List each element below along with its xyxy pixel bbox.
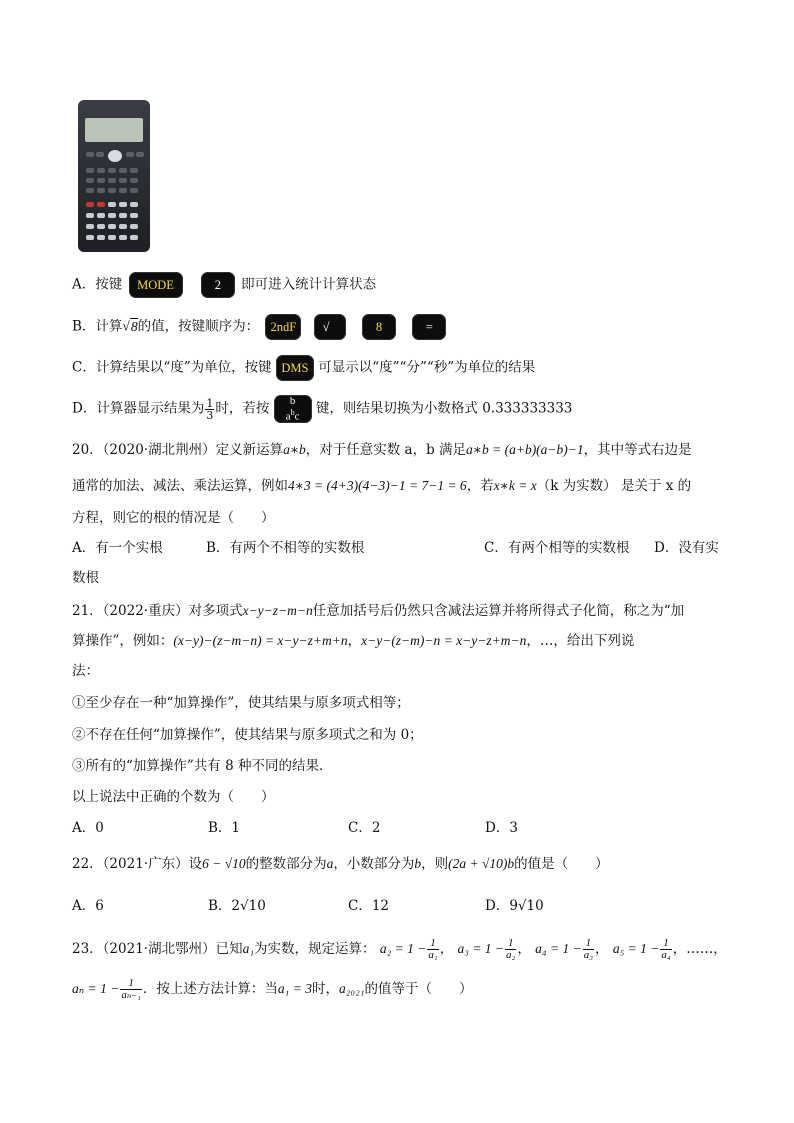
option-d xyxy=(72,395,572,423)
q21-choice-c: C．2 xyxy=(348,820,381,836)
q22-choices xyxy=(72,896,672,916)
q20-choice-b: B．有两个不相等的实数根 xyxy=(206,540,365,556)
q22-choice-a: A．6 xyxy=(72,898,104,914)
equals-key: = xyxy=(412,314,446,340)
option-b-text: B．计算 xyxy=(72,318,123,335)
q21-choice-b: B．1 xyxy=(208,820,241,836)
q21-line-3: 法： xyxy=(72,663,99,679)
q22-line: 22．（2021·广东）设6 − √10的整数部分为a，小数部分为b，则(2a + √10)b的值是（ ） xyxy=(72,856,609,872)
q21-choice-a: A．0 xyxy=(72,820,104,836)
option-d-suffix: 键，则结果切换为小数格式 0.333333333 xyxy=(315,400,573,417)
q20-choice-c: C．有两个相等的实数根 xyxy=(484,540,630,556)
q20-choices xyxy=(72,538,722,558)
option-d-text: D．计算器显示结果为 xyxy=(72,400,205,417)
2ndf-key: 2ndF xyxy=(265,314,301,340)
q22-choice-c: C．12 xyxy=(348,898,390,914)
q21-statement-2: ②不存在任何“加算操作”，使其结果与原多项式之和为 0； xyxy=(72,727,423,743)
q23-line-1: 23．（2021·湖北鄂州）已知a₁为实数，规定运算： a₂ = 1 − $\frac{1}{\text{a₁}}$ ， a₃ = 1 − $\frac{1}{\text{a₂}}$ ， a₄ = 1 − $\frac{1}{\text{a₃}}$ ， a₅ = 1 − $\frac{1}{\text{a₄}}$ ，……， xyxy=(72,937,727,961)
option-d-mid: 时，若按 xyxy=(215,400,270,417)
key-8: 8 xyxy=(362,314,396,340)
q21-statement-1: ①至少存在一种“加算操作”，使其结果与原多项式相等； xyxy=(72,695,410,711)
q21-choice-d: D．3 xyxy=(485,820,518,836)
q21-line-1: 21．（2022·重庆）对多项式x−y−z−m−n任意加括号后仍然只含减法运算并将所得式子化简，称之为“加 xyxy=(72,603,685,619)
q22-choice-b: B．2√10 xyxy=(208,898,266,914)
q20-line-2: 通常的加法、减法、乘法运算，例如4∗3 = (4+3)(4−3)−1 = 7−1 = 6，若x∗k = x（k 为实数） 是关于 x 的 xyxy=(72,478,692,494)
q20-line-3: 方程，则它的根的情况是（ ） xyxy=(72,510,275,526)
sqrt-key: √ xyxy=(314,314,346,340)
option-c-text: C．计算结果以“度”为单位，按键 xyxy=(72,359,272,376)
q20-choice-a: A．有一个实根 xyxy=(72,540,163,556)
key-2: 2 xyxy=(201,272,235,298)
calculator-screen xyxy=(85,118,143,142)
calculator-image xyxy=(78,100,150,252)
fraction-one-third: $\frac{1}{3}$ xyxy=(206,396,214,422)
mode-key: MODE xyxy=(129,272,183,298)
calculator-direction-pad xyxy=(108,150,122,162)
option-b-mid: 的值，按键顺序为： xyxy=(137,318,260,335)
q23-line-2: aₙ = 1 − $\frac{1}{\text{aₙ₋₁}}$ ．按上述方法计算：当a₁ = 3时，a₂₀₂₁的值等于（ ） xyxy=(72,977,473,1001)
option-c xyxy=(72,355,535,381)
q20-choice-d-cont: 数根 xyxy=(72,570,99,586)
q20-choice-d: D．没有实 xyxy=(654,540,719,556)
option-b: B．计算√8的值，按键顺序为： 2ndF √ 8 = xyxy=(72,314,446,340)
dms-key: DMS xyxy=(276,355,314,381)
fraction-key: b $a^bc$ xyxy=(274,395,312,423)
q22-choice-d: D．9√10 xyxy=(485,898,544,914)
q21-choices xyxy=(72,818,672,838)
q20-line-1: 20．（2020·湖北荆州）定义新运算a∗b，对于任意实数 a，b 满足a∗b = (a+b)(a−b)−1，其中等式右边是 xyxy=(72,442,692,458)
option-a-text: A．按键 xyxy=(72,276,123,293)
option-c-suffix: 可显示以“度”“分”“秒”为单位的结果 xyxy=(318,359,536,376)
sqrt-arg: 8 xyxy=(130,318,138,334)
q21-statement-3: ③所有的“加算操作”共有 8 种不同的结果． xyxy=(72,758,333,774)
q21-question: 以上说法中正确的个数为（ ） xyxy=(72,789,275,805)
q21-line-2: 算操作”，例如：(x−y)−(z−m−n) = x−y−z+m+n，x−y−(z−m)−n = x−y−z+m−n，…，给出下列说 xyxy=(72,633,635,649)
option-a-suffix: 即可进入统计计算状态 xyxy=(241,276,377,293)
option-a xyxy=(72,272,376,298)
